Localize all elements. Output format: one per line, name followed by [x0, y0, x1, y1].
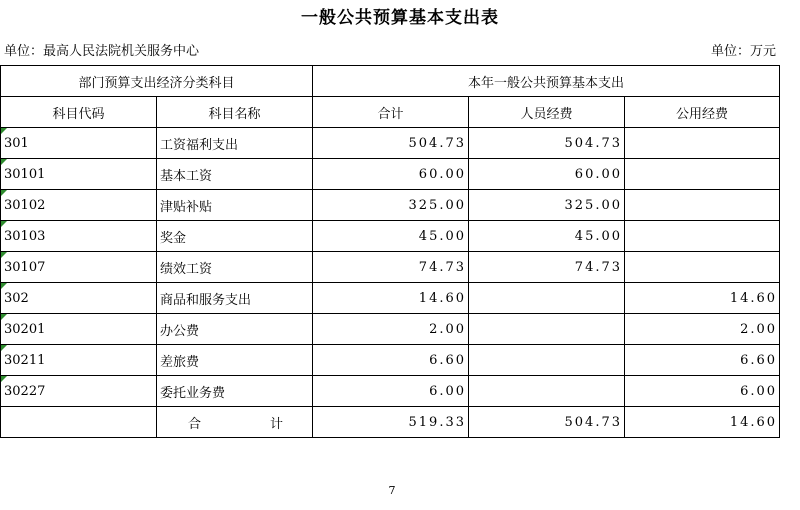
totals-label-right: 计 — [270, 416, 284, 432]
cell-marker-icon — [1, 376, 7, 382]
header-group-classification: 部门预算支出经济分类科目 — [1, 66, 313, 97]
subject-code: 30211 — [4, 352, 46, 368]
total-value: 14.60 — [313, 283, 469, 314]
subject-name: 绩效工资 — [157, 252, 313, 283]
subject-code-cell — [1, 252, 157, 283]
personnel-value — [469, 345, 625, 376]
subject-code: 30102 — [4, 197, 46, 213]
budget-table-body — [1, 66, 780, 438]
cell-marker-icon — [1, 128, 7, 134]
cell-marker-icon — [1, 314, 7, 320]
header-subject-name: 科目名称 — [157, 97, 313, 128]
cell-marker-icon — [1, 190, 7, 196]
cell-marker-icon — [1, 252, 7, 258]
subject-code-cell — [1, 190, 157, 221]
subject-name: 商品和服务支出 — [157, 283, 313, 314]
subject-name: 工资福利支出 — [157, 128, 313, 159]
public-value: 2.00 — [625, 314, 780, 345]
public-value — [625, 221, 780, 252]
table-row — [1, 283, 780, 314]
subject-code-cell — [1, 221, 157, 252]
grand-public-value: 14.60 — [625, 407, 780, 438]
page-number: 7 — [388, 484, 396, 497]
subject-code: 30107 — [4, 259, 46, 275]
unit-organization: 单位：最高人民法院机关服务中心 — [4, 44, 200, 59]
subject-name: 津贴补贴 — [157, 190, 313, 221]
grand-total-value: 519.33 — [313, 407, 469, 438]
table-row — [1, 221, 780, 252]
header-total: 合计 — [313, 97, 469, 128]
personnel-value: 45.00 — [469, 221, 625, 252]
subject-code: 301 — [4, 135, 29, 151]
table-row — [1, 159, 780, 190]
subject-name: 基本工资 — [157, 159, 313, 190]
personnel-value: 325.00 — [469, 190, 625, 221]
unit-currency: 单位：万元 — [710, 44, 776, 59]
header-personnel: 人员经费 — [469, 97, 625, 128]
totals-label-left: 合 — [188, 416, 202, 432]
subject-name: 奖金 — [157, 221, 313, 252]
subject-code-cell — [1, 128, 157, 159]
total-value: 325.00 — [313, 190, 469, 221]
totals-empty-cell — [1, 407, 157, 438]
subject-code: 30201 — [4, 321, 46, 337]
subject-code-cell — [1, 283, 157, 314]
subject-code-cell — [1, 159, 157, 190]
table-row — [1, 190, 780, 221]
total-value: 6.00 — [313, 376, 469, 407]
table-row — [1, 128, 780, 159]
public-value — [625, 128, 780, 159]
public-value: 6.60 — [625, 345, 780, 376]
header-column-row — [1, 97, 780, 128]
subject-name: 委托业务费 — [157, 376, 313, 407]
public-value — [625, 159, 780, 190]
public-value — [625, 190, 780, 221]
subject-name: 差旅费 — [157, 345, 313, 376]
total-value: 6.60 — [313, 345, 469, 376]
table-row — [1, 376, 780, 407]
table-row — [1, 252, 780, 283]
subject-code: 30227 — [4, 383, 46, 399]
table-row — [1, 314, 780, 345]
public-value: 6.00 — [625, 376, 780, 407]
personnel-value: 504.73 — [469, 128, 625, 159]
header-public: 公用经费 — [625, 97, 780, 128]
total-value: 74.73 — [313, 252, 469, 283]
total-value: 504.73 — [313, 128, 469, 159]
total-value: 2.00 — [313, 314, 469, 345]
public-value: 14.60 — [625, 283, 780, 314]
totals-row — [1, 407, 780, 438]
personnel-value — [469, 314, 625, 345]
subject-code: 30101 — [4, 166, 46, 182]
page-title: 一般公共预算基本支出表 — [301, 8, 499, 28]
budget-table — [0, 65, 780, 438]
personnel-value — [469, 376, 625, 407]
subject-code-cell — [1, 314, 157, 345]
cell-marker-icon — [1, 221, 7, 227]
cell-marker-icon — [1, 159, 7, 165]
personnel-value: 74.73 — [469, 252, 625, 283]
personnel-value — [469, 283, 625, 314]
table-row — [1, 345, 780, 376]
header-group-basic-expenditure: 本年一般公共预算基本支出 — [313, 66, 780, 97]
cell-marker-icon — [1, 345, 7, 351]
total-value: 60.00 — [313, 159, 469, 190]
subject-code: 30103 — [4, 228, 46, 244]
total-value: 45.00 — [313, 221, 469, 252]
subject-code-cell — [1, 376, 157, 407]
header-group-row — [1, 66, 780, 97]
cell-marker-icon — [1, 283, 7, 289]
subject-code: 302 — [4, 290, 29, 306]
header-subject-code: 科目代码 — [1, 97, 157, 128]
public-value — [625, 252, 780, 283]
totals-label — [157, 407, 313, 438]
subject-code-cell — [1, 345, 157, 376]
subject-name: 办公费 — [157, 314, 313, 345]
personnel-value: 60.00 — [469, 159, 625, 190]
grand-personnel-value: 504.73 — [469, 407, 625, 438]
